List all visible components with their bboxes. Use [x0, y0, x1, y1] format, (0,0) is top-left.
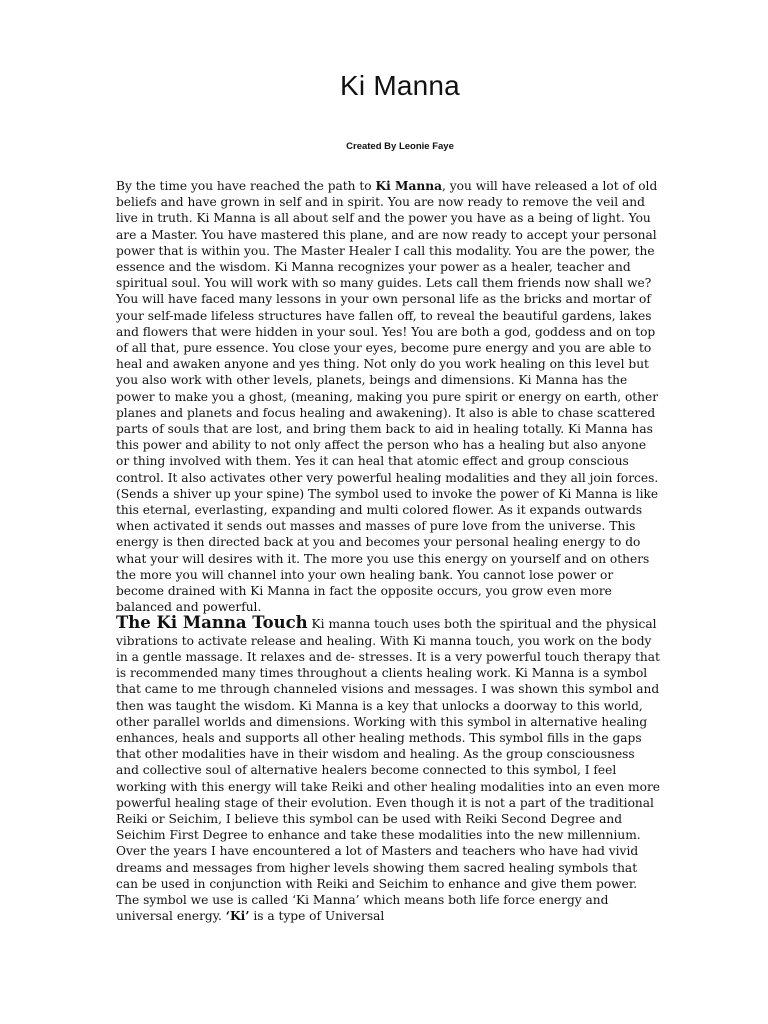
touch-text-part2: is a type of Universal — [249, 909, 385, 924]
paragraph-intro — [116, 178, 661, 615]
intro-bold-term: Ki Manna — [375, 179, 443, 193]
page-title: Ki Manna — [340, 70, 460, 101]
article-body — [116, 178, 661, 924]
touch-bold-term: ‘Ki’ — [225, 909, 250, 924]
byline: Created By Leonie Faye — [346, 141, 454, 152]
paragraph-touch — [116, 615, 661, 924]
intro-text: , you will have released a lot of old beliefs and have grown in self and in spirit. You are now ready to remove the veil and live in truth. Ki Manna is all about self and the power you have as a being of light. You are a Master. You have mastered this plane, and are now ready to accept your personal power that is within you. The Master Healer I call this modality. You are the power, the essence and the wisdom. Ki Manna recognizes your power as a healer, teacher and spiritual soul. You will work with so many guides. Lets call them friends now shall we? You will have faced many lessons in your own personal life as the bricks and mortar of your self-made lifeless structures have fallen off, to reveal the beautiful gardens, lakes and flowers that were hidden in your soul. Yes! You are both a god, goddess and on top of all that, pure essence. You close your eyes, become pure energy and you are able to heal and awaken anyone and yes thing. Not only do you work healing on this level but you also work with other levels, planets, beings and dimensions. Ki Manna has the power to make you a ghost, (meaning, making you pure spirit or energy on earth, other planes and planets and focus healing and awakening). It also is able to chase scattered parts of souls that are lost, and bring them back to aid in healing totally. Ki Manna has this power and ability to not only affect the person who has a healing but also anyone or thing involved with them. Yes it can heal that atomic effect and group conscious control. It also activates other very powerful healing modalities and they all join forces. (Sends a shiver up your spine) The symbol used to invoke the power of Ki Manna is like this eternal, everlasting, expanding and multi colored flower. As it expands outwards when activated it sends out masses and masses of pure love from the universe. This energy is then directed back at you and becomes your personal healing energy to do what your will desires with it. The more you use this energy on yourself and on others the more you will channel into your own healing bank. You cannot lose power or become drained with Ki Manna in fact the opposite occurs, you grow even more balanced and powerful. — [116, 179, 659, 615]
section-heading: The Ki Manna Touch — [116, 613, 308, 633]
intro-lead: By the time you have reached the path to — [116, 179, 376, 193]
touch-text-part1: Ki manna touch uses both the spiritual and the physical vibrations to activate release and healing. With Ki manna touch, you work on the body in a gentle massage. It relaxes and de- stresses. It is a very powerful touch therapy that is recommended many times throughout a clients healing work. Ki Manna is a symbol that came to me through channeled visions and messages. I was shown this symbol and then was taught the wisdom. Ki Manna is a key that unlocks a doorway to this world, other parallel worlds and dimensions. Working with this symbol in alternative healing enhances, heals and supports all other healing methods. This symbol fills in the gaps that other modalities have in their wisdom and healing. As the group consciousness and collective soul of alternative healers become connected to this symbol, I feel working with this energy will take Reiki and other healing modalities into an even more powerful healing stage of their evolution. Even though it is not a part of the traditional Reiki or Seichim, I believe this symbol can be used with Reiki Second Degree and Seichim First Degree to enhance and take these modalities into the new millennium. Over the years I have encountered a lot of Masters and teachers who have had vivid dreams and messages from higher levels showing them sacred healing symbols that can be used in conjunction with Reiki and Seichim to enhance and give them power. The symbol we use is called ‘Ki Manna’ which means both life force energy and universal energy. — [116, 617, 661, 924]
